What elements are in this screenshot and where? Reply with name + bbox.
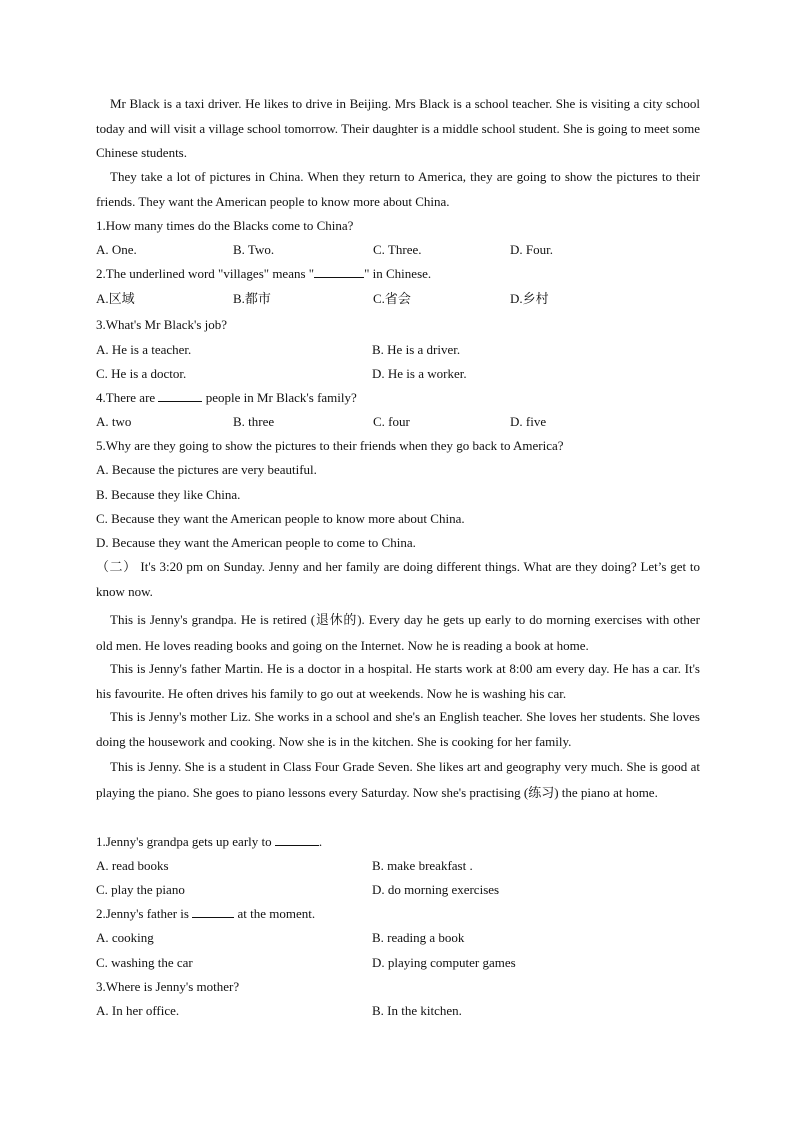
p2-q1-option-c[interactable]: C. play the piano xyxy=(96,882,185,897)
answer-blank[interactable] xyxy=(192,905,234,918)
section-marker: （二） xyxy=(96,559,137,574)
p1-q1-option-c[interactable]: C. Three. xyxy=(373,242,422,257)
p2-question-1 xyxy=(96,833,322,851)
p1-q2-option-b[interactable]: B.都市 xyxy=(233,291,271,306)
p2-question-3: 3.Where is Jenny's mother? xyxy=(96,979,240,994)
p2-q1-option-a[interactable]: A. read books xyxy=(96,858,169,873)
passage2-paragraph-mother: This is Jenny's mother Liz. She works in a school and she's an English teacher. She loves her students. She loves doing the housework and cooking. Now she is in the kitchen. She is cooking for her family. xyxy=(96,709,700,749)
p1-q5-option-c[interactable]: C. Because they want the American people to know more about China. xyxy=(96,511,465,526)
p1-q5-option-a[interactable]: A. Because the pictures are very beautiful. xyxy=(96,462,317,477)
p1-q4-option-b[interactable]: B. three xyxy=(233,414,275,429)
p2-q1-stem-after: . xyxy=(318,834,323,849)
p2-q1-option-b[interactable]: B. make breakfast . xyxy=(372,858,473,873)
p1-q1-option-b[interactable]: B. Two. xyxy=(233,242,275,257)
p1-q4-option-d[interactable]: D. five xyxy=(510,414,547,429)
p2-q2-stem-after: at the moment. xyxy=(234,906,316,921)
p1-q4-option-a[interactable]: A. two xyxy=(96,414,132,429)
p1-q1-option-d[interactable]: D. Four. xyxy=(510,242,553,257)
p1-q4-option-c[interactable]: C. four xyxy=(373,414,410,429)
p1-q3-option-c[interactable]: C. He is a doctor. xyxy=(96,366,187,381)
p1-q2-option-a[interactable]: A.区域 xyxy=(96,291,135,306)
passage2-paragraph-jenny: This is Jenny. She is a student in Class Four Grade Seven. She likes art and geography very much. She is good at playing the piano. She goes to piano lessons every Saturday. Now she's practising (练习) the piano at home. xyxy=(96,759,700,800)
passage1-paragraph-1: Mr Black is a taxi driver. He likes to drive in Beijing. Mrs Black is a school teacher. She is visiting a city school today and will visit a village school tomorrow. Their daughter is a middle school student. She is going to meet some Chinese students. xyxy=(96,96,700,160)
p2-q1-option-d[interactable]: D. do morning exercises xyxy=(372,882,500,897)
p1-q4-stem-before: 4.There are xyxy=(96,390,159,405)
p1-q3-option-d[interactable]: D. He is a worker. xyxy=(372,366,467,381)
p2-q2-option-c[interactable]: C. washing the car xyxy=(96,955,193,970)
p2-q3-option-a[interactable]: A. In her office. xyxy=(96,1003,180,1018)
answer-blank[interactable] xyxy=(158,389,202,402)
answer-blank[interactable] xyxy=(314,265,364,278)
answer-blank[interactable] xyxy=(275,833,319,846)
passage2-intro xyxy=(96,555,700,604)
p1-q2-option-d[interactable]: D.乡村 xyxy=(510,291,549,306)
passage1-paragraph-2: They take a lot of pictures in China. When they return to America, they are going to show the pictures to their friends. They want the American people to know more about China. xyxy=(96,169,700,209)
p1-question-3: 3.What's Mr Black's job? xyxy=(96,317,228,332)
p2-q3-option-b[interactable]: B. In the kitchen. xyxy=(372,1003,462,1018)
p1-q2-stem-after: " in Chinese. xyxy=(364,266,432,281)
p1-q3-option-b[interactable]: B. He is a driver. xyxy=(372,342,461,357)
p1-q2-option-c[interactable]: C.省会 xyxy=(373,291,411,306)
p1-q5-option-d[interactable]: D. Because they want the American people to come to China. xyxy=(96,535,416,550)
p2-q2-option-b[interactable]: B. reading a book xyxy=(372,930,465,945)
p2-question-2 xyxy=(96,905,315,923)
p1-question-5: 5.Why are they going to show the pictures to their friends when they go back to America? xyxy=(96,438,564,453)
p2-q2-option-a[interactable]: A. cooking xyxy=(96,930,154,945)
p2-q1-stem-before: 1.Jenny's grandpa gets up early to xyxy=(96,834,275,849)
p1-q1-option-a[interactable]: A. One. xyxy=(96,242,137,257)
p1-q5-option-b[interactable]: B. Because they like China. xyxy=(96,487,241,502)
p2-q2-stem-before: 2.Jenny's father is xyxy=(96,906,193,921)
passage2-paragraph-father: This is Jenny's father Martin. He is a doctor in a hospital. He starts work at 8:00 am every day. He has a car. It's his favourite. He often drives his family to go out at weekends. Now he is washing his car. xyxy=(96,661,700,701)
p1-question-4 xyxy=(96,389,357,407)
p1-q4-stem-after: people in Mr Black's family? xyxy=(202,390,357,405)
p1-question-2 xyxy=(96,265,431,283)
passage2-intro-text: It's 3:20 pm on Sunday. Jenny and her family are doing different things. What are they doing? Let’s get to know now. xyxy=(96,559,700,599)
p2-q2-option-d[interactable]: D. playing computer games xyxy=(372,955,516,970)
p1-q2-stem-before: 2.The underlined word "villages" means " xyxy=(96,266,315,281)
p1-question-1: 1.How many times do the Blacks come to China? xyxy=(96,218,354,233)
p1-q3-option-a[interactable]: A. He is a teacher. xyxy=(96,342,192,357)
passage2-paragraph-grandpa: This is Jenny's grandpa. He is retired (退休的). Every day he gets up early to do morning exercises with other old men. He loves reading books and going on the Internet. Now he is reading a book at home. xyxy=(96,612,700,653)
